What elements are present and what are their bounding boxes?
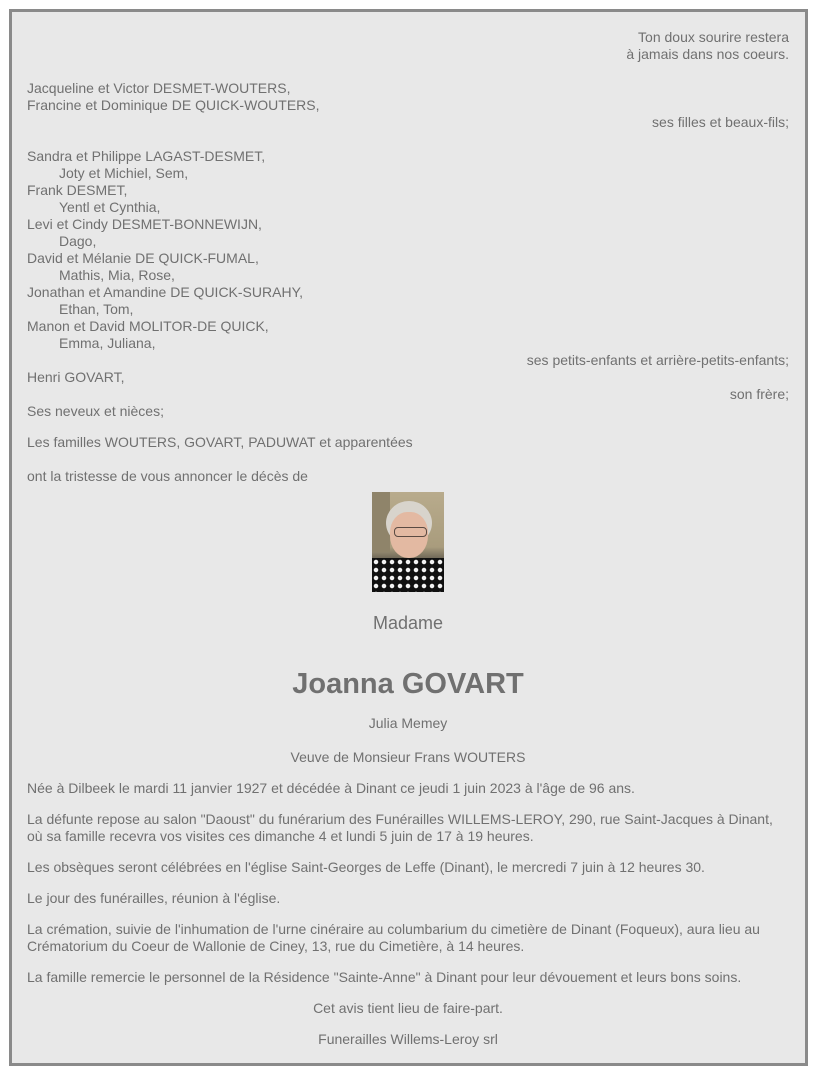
nephews-line: Ses neveux et nièces; xyxy=(27,403,164,419)
great-grandchildren-line: Dago, xyxy=(59,233,97,249)
great-grandchildren-line: Joty et Michiel, Sem, xyxy=(59,165,189,181)
great-grandchildren-line: Emma, Juliana, xyxy=(59,335,156,351)
details-paragraphs xyxy=(27,780,789,986)
grandchildren-list xyxy=(27,148,789,352)
obituary-content xyxy=(27,29,789,1048)
portrait-photo xyxy=(372,492,444,592)
closing-line: Cet avis tient lieu de faire-part. xyxy=(313,1000,503,1016)
grandchild-couple: Frank DESMET, xyxy=(27,182,128,198)
great-grandchildren-line: Yentl et Cynthia, xyxy=(59,199,161,215)
great-grandchildren-line: Ethan, Tom, xyxy=(59,301,134,317)
detail-paragraph: Les obsèques seront célébrées en l'église Saint-Georges de Leffe (Dinant), le mercredi 7 juin à 12 heures 30. xyxy=(27,859,705,875)
deceased-name: Joanna GOVART xyxy=(292,668,524,700)
epitaph-line: à jamais dans nos coeurs. xyxy=(626,46,789,62)
announcement-line: ont la tristesse de vous annoncer le décès de xyxy=(27,468,308,484)
grandchild-couple: Manon et David MOLITOR-DE QUICK, xyxy=(27,318,269,334)
obituary-frame xyxy=(9,9,808,1066)
daughter-couple: Francine et Dominique DE QUICK-WOUTERS, xyxy=(27,97,320,113)
portrait-wrapper xyxy=(27,492,789,592)
detail-paragraph: La défunte repose au salon "Daoust" du funérarium des Funérailles WILLEMS-LEROY, 290, rue Saint-Jacques à Dinant, où sa famille recevra vos visites ces dimanche 4 et lundi 5 juin de 17 à 19 heures. xyxy=(27,811,773,844)
epitaph-line: Ton doux sourire restera xyxy=(638,29,789,45)
grandchild-couple: Jonathan et Amandine DE QUICK-SURAHY, xyxy=(27,284,303,300)
epitaph xyxy=(27,29,789,63)
detail-paragraph: Le jour des funérailles, réunion à l'église. xyxy=(27,890,281,906)
grandchild-couple: David et Mélanie DE QUICK-FUMAL, xyxy=(27,250,259,266)
grandchildren-caption: ses petits-enfants et arrière-petits-enfants; xyxy=(526,352,789,368)
daughters-caption: ses filles et beaux-fils; xyxy=(652,114,789,130)
detail-paragraph: La crémation, suivie de l'inhumation de l'urne cinéraire au columbarium du cimetière de Dinant (Foqueux), aura lieu au Crématorium du Coeur de Wallonie de Ciney, 13, rue du Cimetière, à 14 heures. xyxy=(27,921,760,954)
funeral-home-name: Funerailles Willems-Leroy srl xyxy=(318,1031,498,1047)
great-grandchildren-line: Mathis, Mia, Rose, xyxy=(59,267,175,283)
honorific: Madame xyxy=(372,613,444,633)
brother-name: Henri GOVART, xyxy=(27,369,125,385)
daughter-couple: Jacqueline et Victor DESMET-WOUTERS, xyxy=(27,80,291,96)
grandchild-couple: Levi et Cindy DESMET-BONNEWIJN, xyxy=(27,216,262,232)
families-line: Les familles WOUTERS, GOVART, PADUWAT et apparentées xyxy=(27,434,413,450)
grandchild-couple: Sandra et Philippe LAGAST-DESMET, xyxy=(27,148,266,164)
detail-paragraph: Née à Dilbeek le mardi 11 janvier 1927 et décédée à Dinant ce jeudi 1 juin 2023 à l'âge de 96 ans. xyxy=(27,780,635,796)
brother-caption: son frère; xyxy=(729,386,789,402)
daughters-list xyxy=(27,80,789,114)
deceased-alias: Julia Memey xyxy=(368,715,448,731)
widow-of-line: Veuve de Monsieur Frans WOUTERS xyxy=(290,749,526,765)
detail-paragraph: La famille remercie le personnel de la Résidence "Sainte-Anne" à Dinant pour leur dévouement et leurs bons soins. xyxy=(27,969,742,985)
